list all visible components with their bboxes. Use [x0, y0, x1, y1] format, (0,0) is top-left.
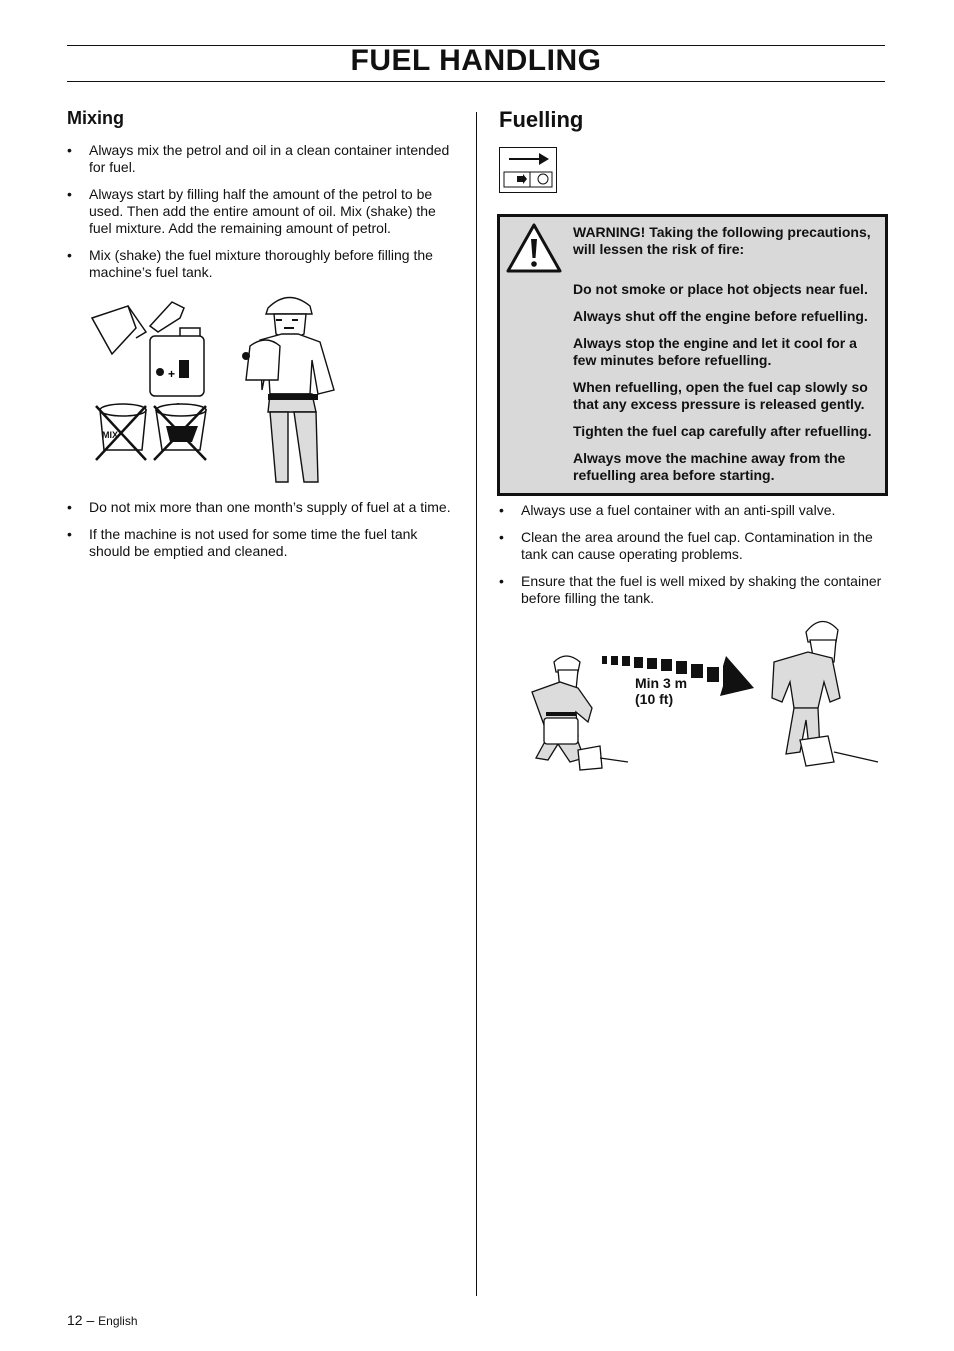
- refer-to-manual-icon: [499, 147, 559, 193]
- distance-metric: Min 3 m: [635, 675, 688, 691]
- bucket-label: MIX: [102, 430, 119, 440]
- warning-text: [573, 224, 883, 494]
- fire-warning-box: [497, 214, 888, 496]
- title-underline: [67, 81, 885, 82]
- list-item: • Mix (shake) the fuel mixture thoroughly before filling the machine’s fuel tank.: [67, 247, 459, 281]
- list-item: • Always use a fuel container with an anti-spill valve.: [499, 502, 889, 519]
- distance-imperial: (10 ft): [635, 691, 674, 707]
- page-footer: [67, 1312, 138, 1328]
- fuelling-heading: Fuelling: [499, 107, 584, 132]
- warning-item: When refuelling, open the fuel cap slowly so that any excess pressure is released gently.: [573, 379, 868, 412]
- svg-text:+: +: [168, 367, 176, 381]
- list-item: • If the machine is not used for some time the fuel tank should be emptied and cleaned.: [67, 526, 459, 560]
- list-item: • Always start by filling half the amount of the petrol to be used. Then add the entire amount of oil. Mix (shake) the fuel mixture. Add the remaining amount of petrol.: [67, 186, 459, 237]
- warning-item: Do not smoke or place hot objects near fuel.: [573, 281, 868, 297]
- person-shaking-container-illustration: [232, 290, 342, 488]
- mixing-heading: Mixing: [67, 108, 124, 128]
- page-number: 12: [67, 1312, 83, 1328]
- list-item: • Clean the area around the fuel cap. Contamination in the tank can cause operating problems.: [499, 529, 889, 563]
- list-item: • Always mix the petrol and oil in a clean container intended for fuel.: [67, 142, 459, 176]
- footer-language: English: [98, 1314, 138, 1328]
- mixing-containers-illustration: [88, 298, 218, 468]
- list-item: • Do not mix more than one month’s supply of fuel at a time.: [67, 499, 459, 516]
- move-machine-away-illustration: [518, 612, 882, 774]
- column-divider: [476, 112, 477, 1296]
- mixing-list-continued: [67, 499, 459, 570]
- warning-item: Always shut off the engine before refuelling.: [573, 308, 868, 324]
- warning-item: Always stop the engine and let it cool for a few minutes before refuelling.: [573, 335, 857, 368]
- footer-separator: –: [86, 1312, 95, 1328]
- mixing-list: [67, 142, 459, 291]
- warning-lead: WARNING! Taking the following precautions, will lessen the risk of fire:: [573, 224, 871, 257]
- warning-item: Tighten the fuel cap carefully after refuelling.: [573, 423, 872, 439]
- distance-label: [635, 675, 687, 707]
- warning-item: Always move the machine away from the refuelling area before starting.: [573, 450, 846, 483]
- page-title: FUEL HANDLING: [350, 44, 602, 77]
- list-item: • Ensure that the fuel is well mixed by shaking the container before filling the tank.: [499, 573, 889, 607]
- fuelling-list: [499, 502, 889, 617]
- warning-triangle-icon: [505, 222, 563, 274]
